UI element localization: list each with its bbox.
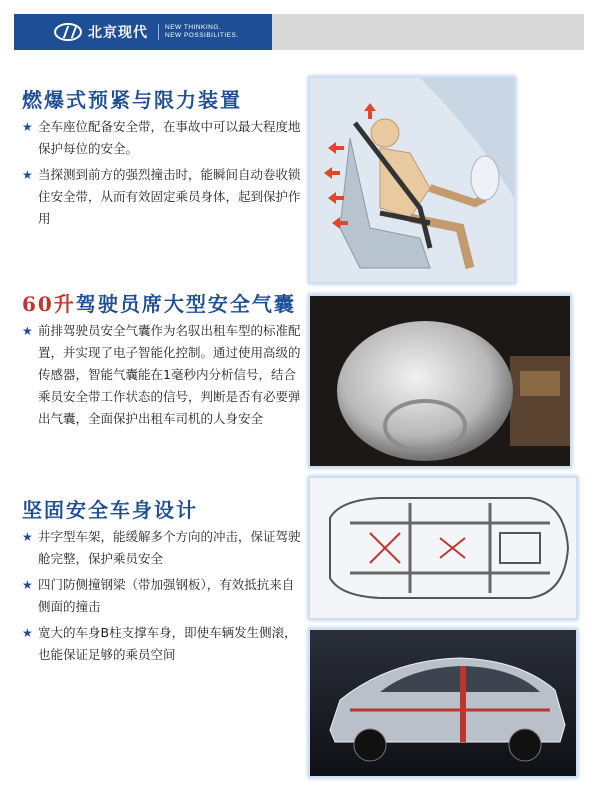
section-title-body: 坚固安全车身设计 bbox=[22, 498, 198, 522]
frame-diagram bbox=[308, 476, 578, 620]
section-title-airbag bbox=[22, 288, 296, 317]
section-title-text: 驾驶员席大型安全气囊 bbox=[75, 292, 296, 316]
brand-block bbox=[14, 14, 272, 50]
bullet-list-airbag bbox=[22, 320, 306, 434]
tagline-line-2: NEW POSSIBILITIES. bbox=[165, 32, 239, 39]
bullet-text: 井字型车架，能缓解多个方向的冲击，保证驾驶舱完整，保护乘员安全 bbox=[38, 529, 301, 566]
list-item bbox=[22, 622, 306, 666]
bullet-text: 全车座位配备安全带，在事故中可以最大程度地保护每位的安全。 bbox=[38, 119, 301, 156]
car-frame-diagram-icon bbox=[310, 478, 576, 618]
bullet-text: 当探测到前方的强烈撞击时，能瞬间自动卷收锁住安全带，从而有效固定乘员身体，起到保护作用 bbox=[38, 167, 301, 226]
brand-name: 北京现代 bbox=[88, 25, 148, 41]
bullet-text: 前排驾驶员安全气囊作为名驭出租车型的标准配置，并实现了电子智能化控制。通过使用高级的传感器，智能气囊能在1毫秒内分析信号，结合乘员安全带工作状态的信号，判断是否有必要弹出气囊，全面保护出租车司机的人身安全 bbox=[38, 323, 301, 426]
airbag-volume: 60升 bbox=[22, 292, 76, 316]
list-item bbox=[22, 164, 306, 230]
airbag-image-icon bbox=[310, 296, 570, 466]
list-item bbox=[22, 320, 306, 430]
header-gray-band bbox=[272, 14, 584, 50]
star-icon: ★ bbox=[22, 324, 33, 338]
list-item bbox=[22, 116, 306, 160]
star-icon: ★ bbox=[22, 578, 33, 592]
list-item bbox=[22, 574, 306, 618]
star-icon: ★ bbox=[22, 530, 33, 544]
star-icon: ★ bbox=[22, 120, 33, 134]
section-title-pretensioner: 燃爆式预紧与限力装置 bbox=[22, 88, 242, 112]
car-side-image-icon bbox=[310, 630, 576, 776]
star-icon: ★ bbox=[22, 168, 33, 182]
bullet-text: 宽大的车身B柱支撑车身，即使车辆发生侧滚，也能保证足够的乘员空间 bbox=[38, 625, 297, 662]
tagline-line-1: NEW THINKING. bbox=[165, 24, 222, 31]
list-item bbox=[22, 526, 306, 570]
bullet-list-pretensioner bbox=[22, 116, 306, 234]
airbag-photo bbox=[308, 294, 572, 468]
tagline bbox=[158, 24, 239, 40]
star-icon: ★ bbox=[22, 626, 33, 640]
seatbelt-illustration bbox=[308, 76, 516, 284]
seatbelt-diagram-icon bbox=[310, 78, 514, 282]
bullet-text: 四门防侧撞钢梁（带加强钢板），有效抵抗来自侧面的撞击 bbox=[38, 577, 295, 614]
b-pillar-photo bbox=[308, 628, 578, 778]
header-bar bbox=[14, 14, 584, 50]
hyundai-logo-icon bbox=[54, 23, 82, 41]
bullet-list-body bbox=[22, 526, 306, 670]
